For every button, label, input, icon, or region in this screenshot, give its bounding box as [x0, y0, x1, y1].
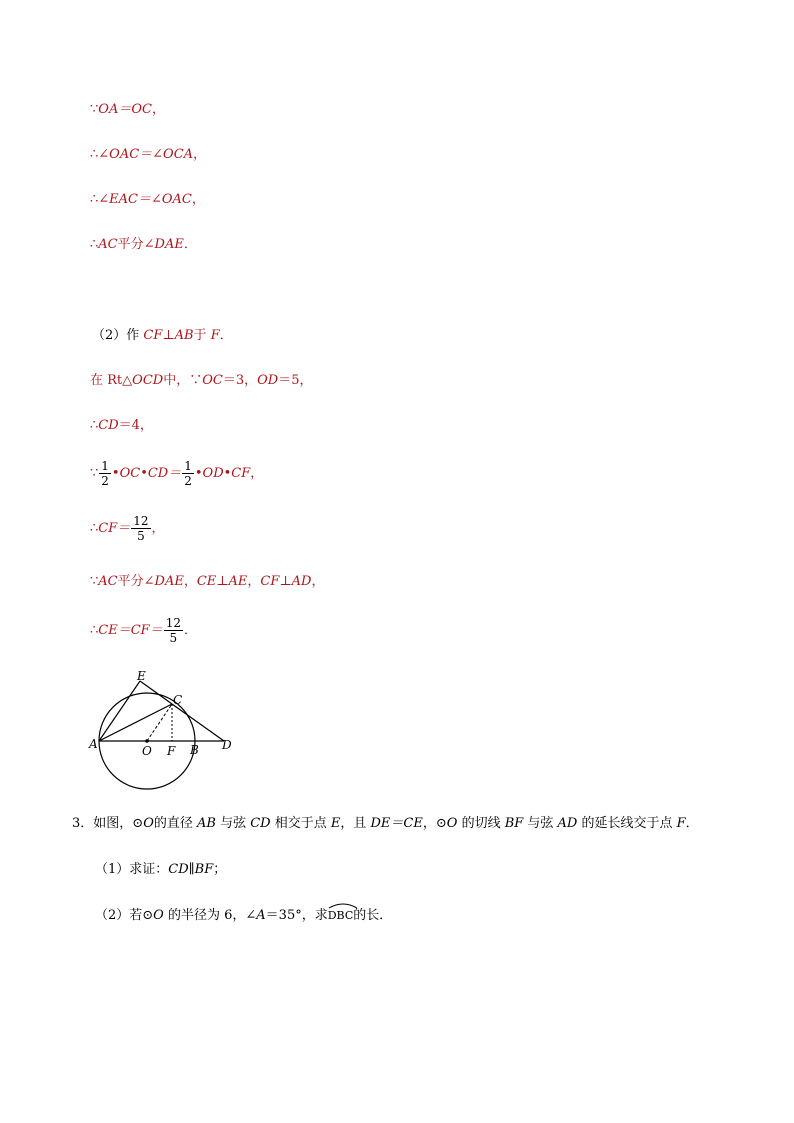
label-e: E: [137, 669, 146, 683]
math-expr: •OC•CD＝: [111, 466, 182, 481]
math-expr: •OD•CF: [194, 466, 251, 481]
therefore-symbol: ∴: [90, 418, 99, 433]
text: ；: [213, 862, 227, 877]
fraction-numerator: 12: [165, 616, 181, 630]
punctuation: ．: [183, 623, 197, 638]
question-number: 3．: [72, 816, 94, 831]
because-symbol: ∵: [90, 102, 99, 117]
label-f: F: [167, 744, 176, 758]
step-prefix: （2）作: [92, 328, 144, 343]
question-3-sub-1: [95, 861, 226, 879]
punctuation: ，: [191, 192, 205, 207]
arc-symbol: [328, 901, 358, 909]
therefore-symbol: ∴: [90, 192, 99, 207]
math-expr: CF⊥AB: [143, 328, 194, 343]
text: 与弦: [215, 816, 251, 831]
text: ．: [685, 816, 699, 831]
text: 在 Rt△: [90, 373, 133, 388]
math-expr: ∠DAE: [143, 237, 184, 252]
question-3: [72, 815, 699, 833]
text: 平分: [117, 574, 144, 589]
math-expr: CD: [98, 418, 119, 433]
therefore-symbol: ∴: [90, 623, 99, 638]
math-expr: DE＝CE: [370, 816, 423, 831]
text: ＝3，: [222, 373, 258, 388]
text: 相交于点: [270, 816, 331, 831]
math-expr: ∠EAC＝∠OAC: [98, 192, 192, 207]
fraction-denominator: 5: [137, 529, 145, 543]
math-expr: AC: [98, 237, 118, 252]
math-expr: BF: [504, 816, 524, 831]
segment-cd: [172, 704, 224, 741]
therefore-symbol: ∴: [90, 147, 99, 162]
math-expr: O: [446, 816, 458, 831]
math-expr: CF＝: [98, 521, 131, 536]
math-expr: CF⊥AD: [260, 574, 312, 589]
punctuation: ，: [183, 574, 197, 589]
question-3-sub-2: [95, 907, 392, 925]
fraction-numerator: 1: [184, 459, 192, 473]
because-symbol: ∵: [90, 466, 99, 481]
label-c: C: [173, 693, 183, 707]
text: 的延长线交于点: [577, 816, 677, 831]
fraction-denominator: 2: [101, 474, 109, 488]
text: ＝4，: [118, 418, 153, 433]
math-expr: AD: [557, 816, 578, 831]
text: 的直径: [153, 816, 197, 831]
arc-notation: [328, 907, 354, 925]
text: 于: [193, 328, 211, 343]
punctuation: ，: [193, 147, 207, 162]
because-symbol: ∵: [90, 574, 99, 589]
math-expr: F: [676, 816, 686, 831]
punctuation: ，: [151, 102, 165, 117]
punctuation: ，: [151, 521, 165, 536]
punctuation: ，: [311, 574, 325, 589]
math-expr: CE⊥AE: [196, 574, 248, 589]
label-b: B: [190, 743, 199, 757]
label-d: D: [222, 738, 232, 752]
math-expr: OC: [202, 373, 223, 388]
therefore-symbol: ∴: [90, 521, 99, 536]
arc-label: DBC: [327, 909, 354, 922]
text: ＝5，: [278, 373, 313, 388]
therefore-symbol: ∴: [90, 237, 99, 252]
math-expr: CE＝CF＝: [98, 623, 163, 638]
math-expr: CD∥BF: [168, 862, 214, 877]
text: 的半径为 6，∠: [163, 908, 257, 923]
punctuation: ．: [219, 328, 233, 343]
text: 与弦: [523, 816, 558, 831]
math-expr: A: [256, 908, 266, 923]
math-expr: O: [153, 908, 164, 923]
math-expr: OD: [257, 373, 279, 388]
text: ＝35°，求: [265, 908, 328, 923]
math-expr: CD: [250, 816, 271, 831]
fraction-denominator: 2: [184, 474, 192, 488]
text: （1）求证：: [95, 862, 169, 877]
math-expr: ∠OAC＝∠OCA: [98, 147, 194, 162]
text: 平分: [117, 237, 144, 252]
text: ，且: [340, 816, 371, 831]
text: 中，∵: [163, 373, 203, 388]
math-expr: ∠DAE: [143, 574, 184, 589]
fraction-numerator: 1: [101, 459, 109, 473]
segment-oc-dashed: [147, 704, 172, 741]
math-expr: E: [330, 816, 341, 831]
text: （2）若⊙: [95, 908, 154, 923]
math-expr: F: [210, 328, 220, 343]
punctuation: ．: [183, 237, 197, 252]
text: 的长．: [353, 908, 393, 923]
text: 的切线: [457, 816, 505, 831]
fraction-numerator: 12: [133, 514, 149, 528]
math-expr: AB: [197, 816, 216, 831]
math-expr: O: [143, 816, 154, 831]
fraction-denominator: 5: [169, 631, 178, 645]
segment-ae: [99, 681, 140, 741]
math-expr: OCD: [132, 373, 164, 388]
math-expr: AC: [98, 574, 118, 589]
text: 如图，⊙: [93, 816, 144, 831]
math-expr: OA＝OC: [98, 102, 152, 117]
label-a: A: [89, 737, 98, 751]
punctuation: ，: [250, 466, 264, 481]
label-o: O: [142, 744, 152, 758]
punctuation: ，: [247, 574, 261, 589]
text: ，⊙: [422, 816, 447, 831]
